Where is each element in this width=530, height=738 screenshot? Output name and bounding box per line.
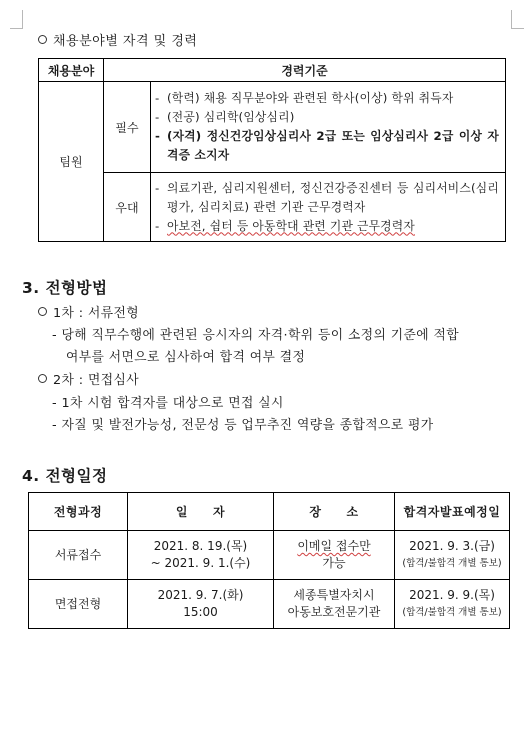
header-field: 채용분야 bbox=[39, 59, 104, 82]
list-item: - (전공) 심리학(임상심리) bbox=[155, 110, 295, 124]
qualification-table bbox=[38, 58, 506, 242]
page-corner-mark-left bbox=[10, 10, 23, 29]
required-items bbox=[151, 82, 506, 173]
header-criteria: 경력기준 bbox=[104, 59, 506, 82]
list-item: - 의료기관, 심리지원센터, 정신건강증진센터 등 심리서비스(심리평가, 심리치료) 관련 기관 근무경력자 bbox=[155, 180, 499, 214]
table-row-preferred bbox=[39, 173, 506, 242]
process-cell: 서류접수 bbox=[29, 531, 128, 580]
circle-bullet-icon bbox=[38, 374, 47, 383]
date-cell: 2021. 8. 19.(목) ~ 2021. 9. 1.(수) bbox=[128, 531, 274, 580]
table-row bbox=[29, 531, 510, 580]
announce-cell: 2021. 9. 9.(목) (합격/불합격 개별 통보) bbox=[395, 580, 510, 629]
list-item: - (학력) 채용 직무분야와 관련된 학사(이상) 학위 취득자 bbox=[155, 91, 454, 105]
table-header-row bbox=[29, 493, 510, 531]
list-item: - (자격) 정신건강임상심리사 2급 또는 임상심리사 2급 이상 자격증 소지자 bbox=[155, 129, 499, 162]
qual-section-title: 채용분야별 자격 및 경력 bbox=[38, 30, 197, 49]
section4-heading: 4. 전형일정 bbox=[22, 467, 108, 485]
section3-heading: 3. 전형방법 bbox=[22, 279, 108, 297]
stage2-desc-1: - 1차 시험 합격자를 대상으로 면접 실시 bbox=[52, 396, 284, 411]
page-corner-mark-right bbox=[511, 10, 524, 29]
table-header-row bbox=[39, 59, 506, 82]
date-cell: 2021. 9. 7.(화) 15:00 bbox=[128, 580, 274, 629]
field-cell: 팀원 bbox=[39, 82, 104, 242]
stage2-line: 2차 : 면접심사 bbox=[38, 371, 139, 391]
preferred-label: 우대 bbox=[104, 173, 151, 242]
header-announce: 합격자발표예정일 bbox=[395, 493, 510, 531]
process-cell: 면접전형 bbox=[29, 580, 128, 629]
header-date: 일 자 bbox=[128, 493, 274, 531]
list-item: - 아보전, 쉼터 등 아동학대 관련 기관 근무경력자 bbox=[155, 218, 415, 233]
place-cell: 이메일 접수만 가능 bbox=[274, 531, 395, 580]
header-place: 장 소 bbox=[274, 493, 395, 531]
circle-bullet-icon bbox=[38, 35, 47, 44]
stage1-desc-1: - 당해 직무수행에 관련된 응시자의 자격·학위 등이 소정의 기준에 적합 bbox=[52, 328, 460, 343]
circle-bullet-icon bbox=[38, 307, 47, 316]
stage2-desc-2: - 자질 및 발전가능성, 전문성 등 업무추진 역량을 종합적으로 평가 bbox=[52, 418, 434, 433]
required-label: 필수 bbox=[104, 82, 151, 173]
place-cell: 세종특별자치시 아동보호전문기관 bbox=[274, 580, 395, 629]
header-process: 전형과정 bbox=[29, 493, 128, 531]
stage1-desc-2: 여부를 서면으로 심사하여 합격 여부 결정 bbox=[66, 350, 306, 365]
stage1-line: 1차 : 서류전형 bbox=[38, 304, 139, 324]
table-row-required bbox=[39, 82, 506, 173]
announce-cell: 2021. 9. 3.(금) (합격/불합격 개별 통보) bbox=[395, 531, 510, 580]
table-row bbox=[29, 580, 510, 629]
schedule-table bbox=[28, 492, 510, 629]
preferred-items bbox=[151, 173, 506, 242]
